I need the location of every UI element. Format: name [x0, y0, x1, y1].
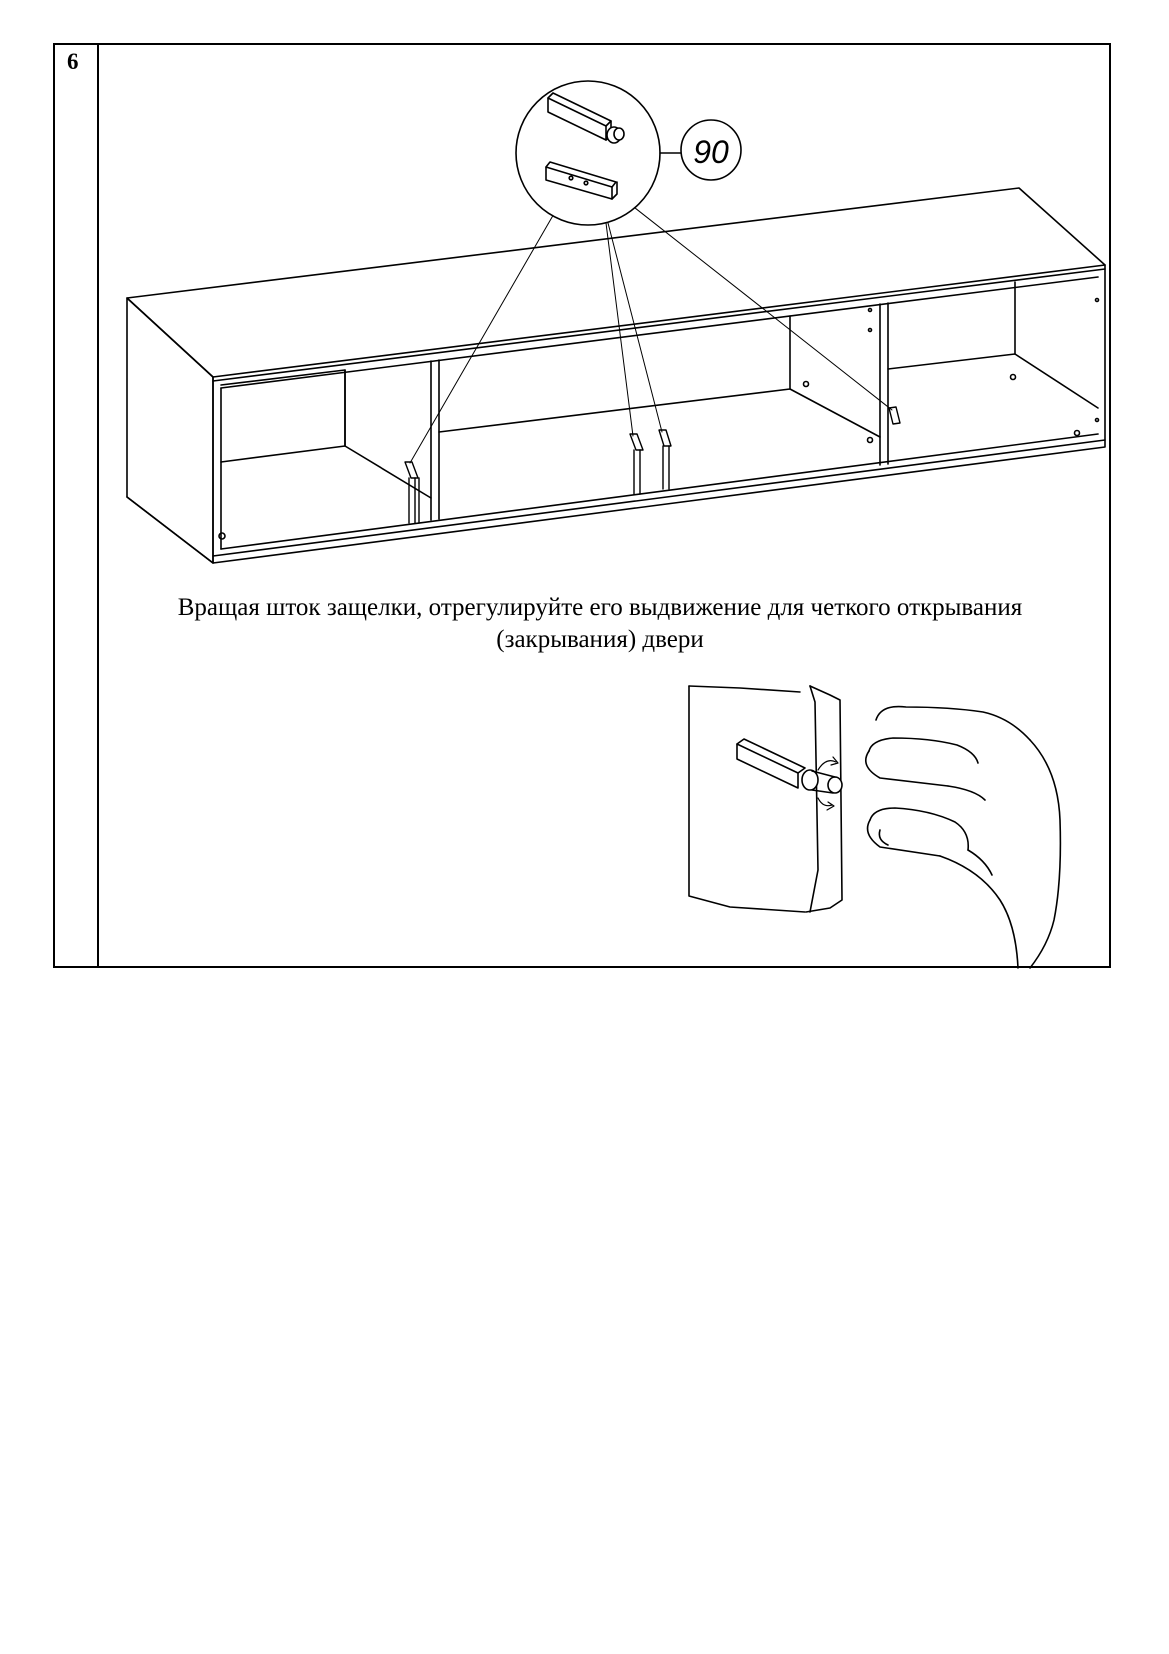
- instruction-caption: [100, 592, 1100, 656]
- part-number-label: 90: [693, 134, 729, 170]
- latch-part-icon: [516, 81, 660, 225]
- caption-line-1: Вращая шток защелки, отрегулируйте его выдвижение для четкого открывания: [177, 594, 1023, 621]
- part-callout: [660, 120, 741, 180]
- caption-line-2: (закрывания) двери: [496, 626, 704, 653]
- step-number: 6: [67, 49, 79, 74]
- cabinet-illustration: [127, 188, 1105, 563]
- hand-adjusting-latch-illustration: [689, 686, 1060, 968]
- rotate-arrow-icon: [818, 761, 836, 770]
